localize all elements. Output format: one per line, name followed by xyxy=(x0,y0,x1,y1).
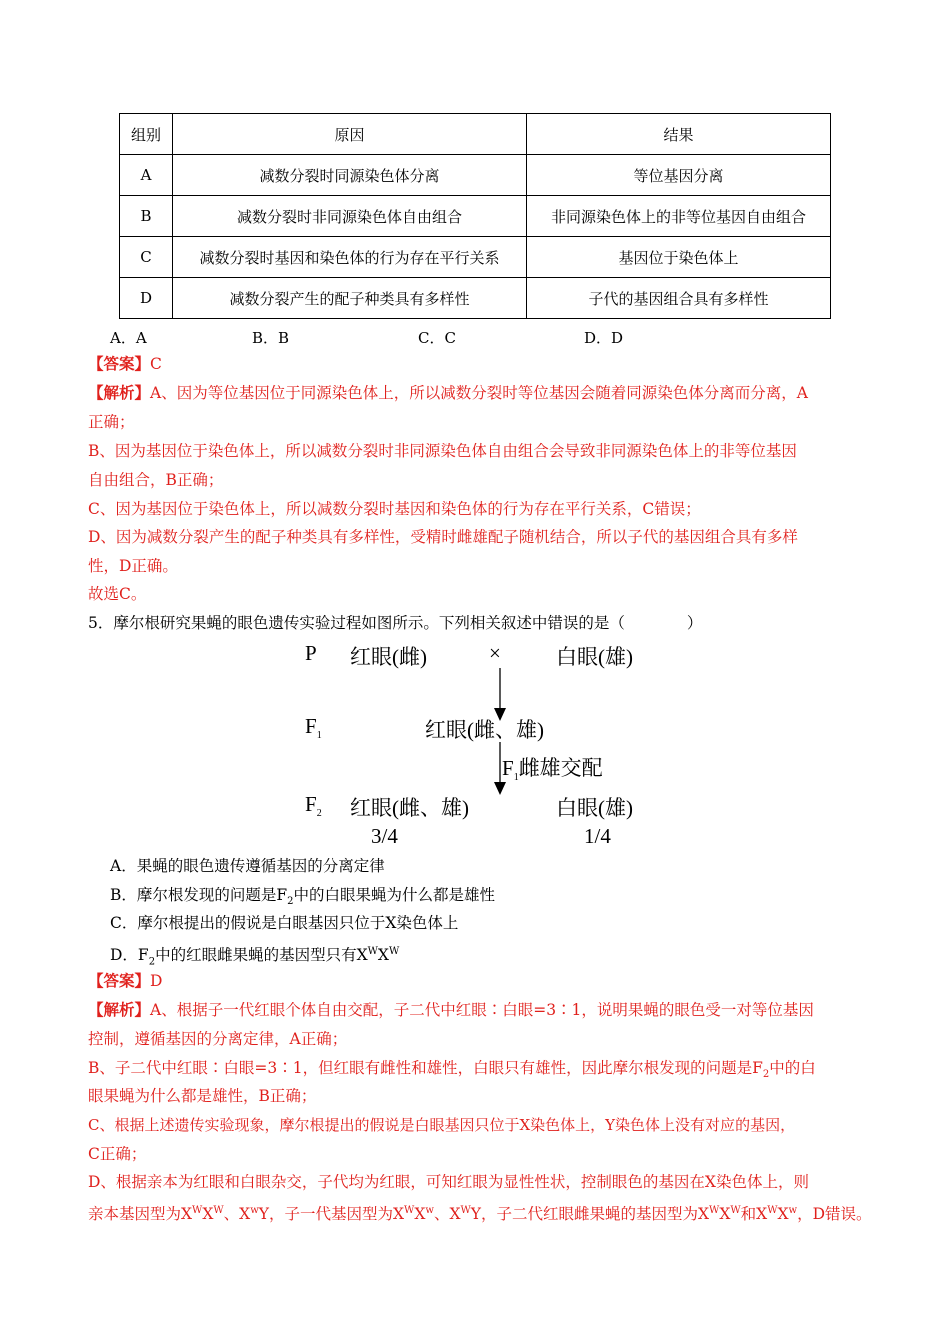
f1-label xyxy=(305,714,322,741)
option-text: D．F xyxy=(110,946,149,965)
q5-option-a[interactable]: A．果蝇的眼色遗传遵循基因的分离定律 xyxy=(110,857,385,875)
f1-subscript: 1 xyxy=(316,730,322,742)
answer-value: D xyxy=(150,972,163,990)
f1-cross-label xyxy=(502,752,603,783)
f2-label xyxy=(305,792,322,819)
table-row xyxy=(120,155,831,196)
superscript: W xyxy=(388,946,400,957)
q4-analysis-line: 正确； xyxy=(88,413,135,431)
f2-letter: F xyxy=(305,792,317,816)
option-text: X xyxy=(377,946,389,965)
q4-analysis-line: C、因为基因位于染色体上，所以减数分裂时基因和染色体的行为存在平行关系，C错误； xyxy=(88,500,701,518)
p-male: 白眼(雄) xyxy=(556,645,633,669)
analysis-tag: 【解析】 xyxy=(88,1000,151,1019)
q4-answer xyxy=(88,354,162,374)
q4-analysis-line: B、因为基因位于染色体上，所以减数分裂时非同源染色体自由组合会导致非同源染色体上的非等位基因 xyxy=(88,442,797,460)
q5-analysis-line xyxy=(88,1058,816,1085)
q5-option-c[interactable]: C．摩尔根提出的假说是白眼基因只位于X染色体上 xyxy=(110,914,459,932)
q5-analysis-line xyxy=(88,1201,872,1224)
p-label: P xyxy=(305,641,317,665)
superscript: w xyxy=(250,1205,259,1216)
f1-phenotype: 红眼(雌、雄) xyxy=(425,718,544,742)
row-group: C xyxy=(120,237,173,278)
q4-option-b[interactable]: B．B xyxy=(252,329,290,347)
q4-analysis-line xyxy=(88,383,808,403)
f2-subscript: 2 xyxy=(316,808,322,820)
analysis-text: 中的白 xyxy=(769,1059,816,1077)
subscript: 2 xyxy=(148,956,156,968)
subscript: 2 xyxy=(762,1069,770,1081)
analysis-text: A、因为等位基因位于同源染色体上，所以减数分裂时等位基因会随着同源染色体分离而分离，A xyxy=(150,384,808,402)
analysis-text: 亲本基因型为X xyxy=(88,1205,193,1224)
q5-analysis-line: C、根据上述遗传实验现象，摩尔根提出的假说是白眼基因只位于X染色体上，Y染色体上没有对应的基因， xyxy=(88,1116,796,1134)
superscript: W xyxy=(404,1205,415,1216)
f2-red-ratio: 3/4 xyxy=(371,824,398,848)
analysis-text: X xyxy=(414,1205,426,1224)
row-cause: 减数分裂产生的配子种类具有多样性 xyxy=(173,278,527,319)
option-text: 中的红眼雌果蝇的基因型只有X xyxy=(155,946,368,965)
p-female: 红眼(雌) xyxy=(350,645,427,669)
q5-analysis-line: 眼果蝇为什么都是雄性，B正确； xyxy=(88,1087,317,1105)
header-result: 结果 xyxy=(527,114,831,155)
analysis-tag: 【解析】 xyxy=(88,383,151,402)
superscript: W xyxy=(367,946,378,957)
row-result: 非同源染色体上的非等位基因自由组合 xyxy=(527,196,831,237)
q4-option-a[interactable]: A．A xyxy=(110,329,147,347)
f1-cross-text: 雌雄交配 xyxy=(518,756,603,780)
superscript: w xyxy=(788,1205,798,1216)
f1-letter: F xyxy=(305,714,317,738)
q5-option-b[interactable] xyxy=(110,885,495,912)
superscript: w xyxy=(425,1205,434,1216)
table-row xyxy=(120,278,831,319)
cross-symbol: × xyxy=(489,641,501,665)
row-result: 基因位于染色体上 xyxy=(527,237,831,278)
table-header-row xyxy=(120,114,831,155)
analysis-text: A、根据子一代红眼个体自由交配，子二代中红眼∶白眼=3∶1，说明果蝇的眼色受一对等位基因 xyxy=(150,1001,814,1019)
analysis-text: X xyxy=(719,1205,731,1224)
analysis-text: B、子二代中红眼∶白眼=3∶1，但红眼有雌性和雄性，白眼只有雄性，因此摩尔根发现的问题是F xyxy=(88,1059,763,1077)
q5-stem: 5．摩尔根研究果蝇的眼色遗传实验过程如图所示。下列相关叙述中错误的是（ ） xyxy=(88,614,703,632)
row-cause: 减数分裂时基因和染色体的行为存在平行关系 xyxy=(173,237,527,278)
row-group: D xyxy=(120,278,173,319)
q4-conclusion: 故选C。 xyxy=(88,585,147,603)
analysis-text: Y，子二代红眼雌果蝇的基因型为X xyxy=(470,1205,710,1224)
f2-white-ratio: 1/4 xyxy=(584,824,611,848)
q4-analysis-line: D、因为减数分裂产生的配子种类具有多样性，受精时雌雄配子随机结合，所以子代的基因组合具有多样 xyxy=(88,528,798,546)
row-result: 等位基因分离 xyxy=(527,155,831,196)
answer-tag: 【答案】 xyxy=(88,971,151,990)
header-group: 组别 xyxy=(120,114,173,155)
q5-answer xyxy=(88,971,162,991)
superscript: W xyxy=(767,1205,778,1216)
analysis-text: ，D错误。 xyxy=(797,1205,872,1224)
analysis-text: 、X xyxy=(223,1205,251,1224)
analysis-text: 和X xyxy=(740,1205,768,1224)
row-group: B xyxy=(120,196,173,237)
q4-analysis-line: 性，D正确。 xyxy=(88,557,178,575)
q5-analysis-line xyxy=(88,1000,814,1020)
analysis-text: 、X xyxy=(433,1205,461,1224)
answer-tag: 【答案】 xyxy=(88,354,151,373)
analysis-text: X xyxy=(777,1205,789,1224)
superscript: W xyxy=(192,1205,203,1216)
row-result: 子代的基因组合具有多样性 xyxy=(527,278,831,319)
superscript: W xyxy=(460,1205,471,1216)
f2-red-phenotype: 红眼(雌、雄) xyxy=(350,796,469,820)
subscript: 2 xyxy=(287,896,294,908)
q4-option-c[interactable]: C．C xyxy=(418,329,456,347)
f1-cross-subscript: 1 xyxy=(513,772,519,784)
q4-analysis-line: 自由组合，B正确； xyxy=(88,471,224,489)
q5-analysis-line: C正确； xyxy=(88,1145,147,1163)
row-group: A xyxy=(120,155,173,196)
header-cause: 原因 xyxy=(173,114,527,155)
row-cause: 减数分裂时非同源染色体自由组合 xyxy=(173,196,527,237)
analysis-text: X xyxy=(202,1205,214,1224)
table-row xyxy=(120,196,831,237)
superscript: W xyxy=(213,1205,224,1216)
option-text: B．摩尔根发现的问题是F xyxy=(110,886,288,904)
row-cause: 减数分裂时同源染色体分离 xyxy=(173,155,527,196)
superscript: W xyxy=(730,1205,741,1216)
answer-value: C xyxy=(150,355,162,373)
f1-cross-letter: F xyxy=(502,756,514,780)
q5-analysis-line: D、根据亲本为红眼和白眼杂交，子代均为红眼，可知红眼为显性性状，控制眼色的基因在X染色体上，则 xyxy=(88,1173,809,1191)
q4-option-d[interactable]: D．D xyxy=(584,329,624,347)
table-row xyxy=(120,237,831,278)
q5-option-d[interactable] xyxy=(110,942,399,972)
analysis-text: Y，子一代基因型为X xyxy=(258,1205,405,1224)
f2-white-phenotype: 白眼(雄) xyxy=(556,796,633,820)
option-text: 中的白眼果蝇为什么都是雄性 xyxy=(293,886,496,904)
superscript: W xyxy=(709,1205,720,1216)
comparison-table xyxy=(119,113,831,319)
q5-analysis-line: 控制，遵循基因的分离定律，A正确； xyxy=(88,1030,348,1048)
